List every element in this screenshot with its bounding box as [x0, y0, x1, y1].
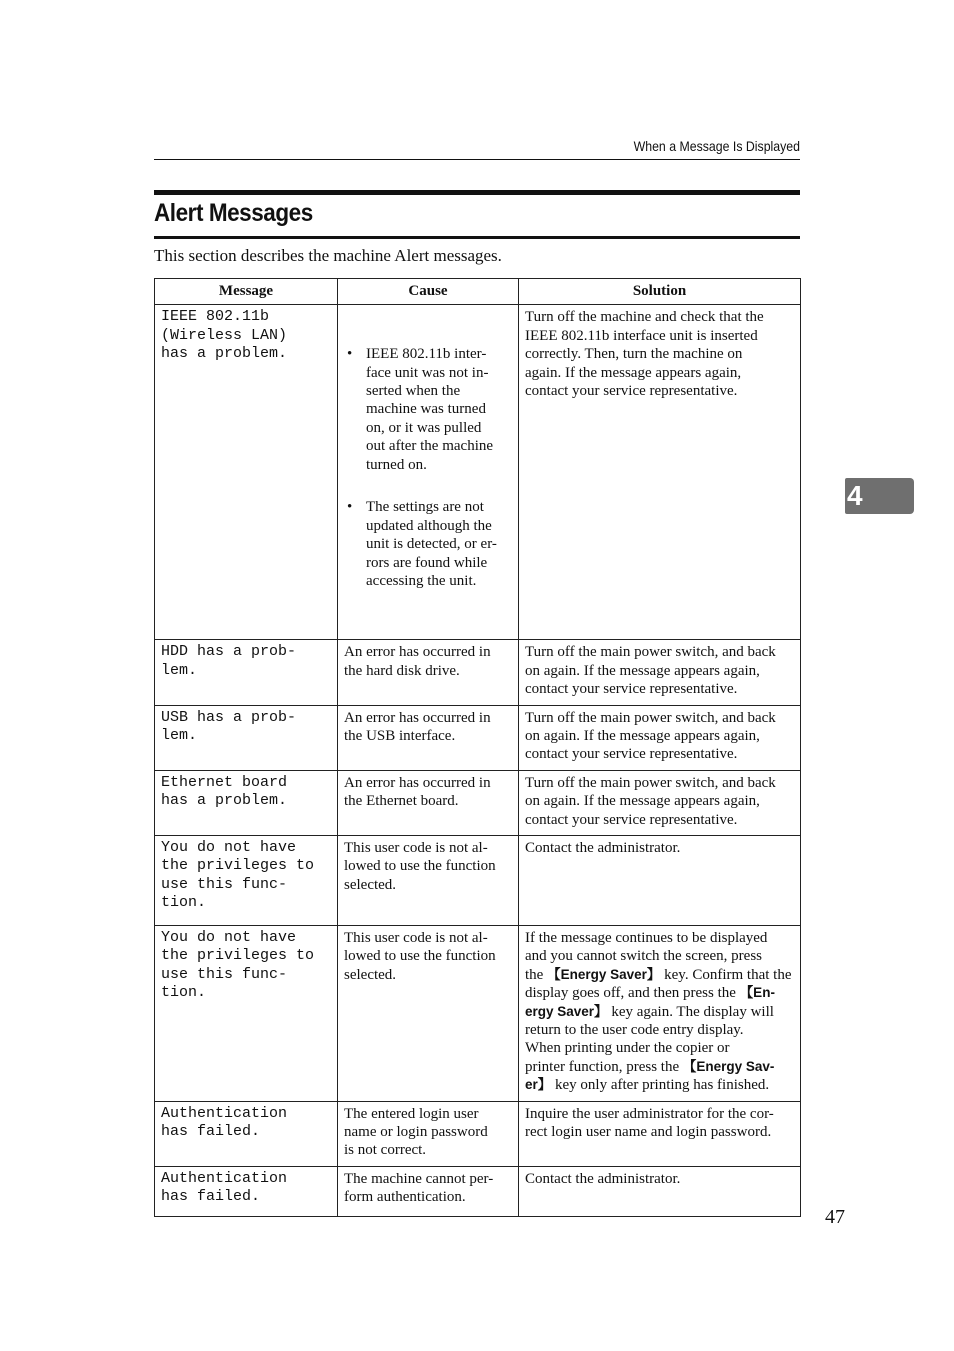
solution-cell: Turn off the machine and check that the IEEE 802.11b interface unit is inserted correctly. Then, turn the machine on again. If the message appears again, contact your service representative.	[519, 305, 801, 640]
solution-text: key. Confirm that the display goes off, and then press the	[525, 966, 792, 1002]
message-cell: Ethernet board has a problem.	[155, 770, 338, 835]
alert-messages-table	[154, 278, 801, 1217]
table-header-row	[155, 279, 801, 305]
column-header-solution: Solution	[519, 279, 801, 305]
solution-text: key again. The display will return to the user code entry display. When printing under the copier or printer function, press the	[525, 1003, 774, 1075]
table-row	[155, 640, 801, 705]
message-cell: HDD has a prob- lem.	[155, 640, 338, 705]
solution-cell: Turn off the main power switch, and back on again. If the message appears again, contact your service representative.	[519, 770, 801, 835]
section-top-rule	[154, 190, 800, 195]
header-rule	[154, 159, 800, 160]
section-title-rule	[154, 236, 800, 239]
table-row	[155, 835, 801, 925]
cause-cell: An error has occurred in the Ethernet board.	[338, 770, 519, 835]
solution-cell	[519, 925, 801, 1101]
cause-cell: This user code is not al- lowed to use the function selected.	[338, 925, 519, 1101]
message-cell: You do not have the privileges to use this func- tion.	[155, 835, 338, 925]
cause-bullet-list	[344, 327, 513, 615]
solution-cell: Turn off the main power switch, and back on again. If the message appears again, contact your service representative.	[519, 705, 801, 770]
solution-cell: Contact the administrator.	[519, 835, 801, 925]
table-row	[155, 1101, 801, 1166]
cause-cell: The machine cannot per- form authentication.	[338, 1166, 519, 1216]
cause-bullet: • The settings are not updated although the unit is detected, or er- rors are found while accessing the unit.	[344, 498, 513, 590]
column-header-cause: Cause	[338, 279, 519, 305]
cause-bullet: • IEEE 802.11b inter- face unit was not in- serted when the machine was turned on, or it was pulled out after the machine turned on.	[344, 345, 513, 474]
solution-text: If the message continues to be displayed and you cannot switch the screen, press the	[525, 929, 768, 983]
solution-text: key only after printing has finished.	[551, 1077, 770, 1094]
solution-cell: Contact the administrator.	[519, 1166, 801, 1216]
table-row	[155, 1166, 801, 1216]
table-row	[155, 925, 801, 1101]
table-row	[155, 705, 801, 770]
energy-saver-key-label: 【Energy Sav- er】	[525, 1058, 775, 1093]
table-row	[155, 305, 801, 640]
message-cell: USB has a prob- lem.	[155, 705, 338, 770]
section-title: Alert Messages	[154, 199, 313, 227]
table-row	[155, 770, 801, 835]
energy-saver-key-label: 【En- ergy Saver】	[525, 985, 775, 1019]
chapter-tab: 4	[845, 478, 914, 514]
message-cell: Authentication has failed.	[155, 1166, 338, 1216]
page-number: 47	[825, 1206, 845, 1228]
message-cell: IEEE 802.11b (Wireless LAN) has a problem.	[155, 305, 338, 640]
column-header-message: Message	[155, 279, 338, 305]
cause-cell: An error has occurred in the USB interface.	[338, 705, 519, 770]
cause-cell	[338, 305, 519, 640]
message-cell: You do not have the privileges to use this func- tion.	[155, 925, 338, 1101]
cause-cell: An error has occurred in the hard disk drive.	[338, 640, 519, 705]
solution-cell: Inquire the user administrator for the cor- rect login user name and login password.	[519, 1101, 801, 1166]
solution-cell: Turn off the main power switch, and back on again. If the message appears again, contact your service representative.	[519, 640, 801, 705]
cause-cell: This user code is not al- lowed to use the function selected.	[338, 835, 519, 925]
cause-cell: The entered login user name or login password is not correct.	[338, 1101, 519, 1166]
running-header: When a Message Is Displayed	[633, 138, 800, 154]
message-cell: Authentication has failed.	[155, 1101, 338, 1166]
section-intro: This section describes the machine Alert messages.	[154, 246, 502, 265]
energy-saver-key-label: 【Energy Saver】	[547, 966, 661, 982]
